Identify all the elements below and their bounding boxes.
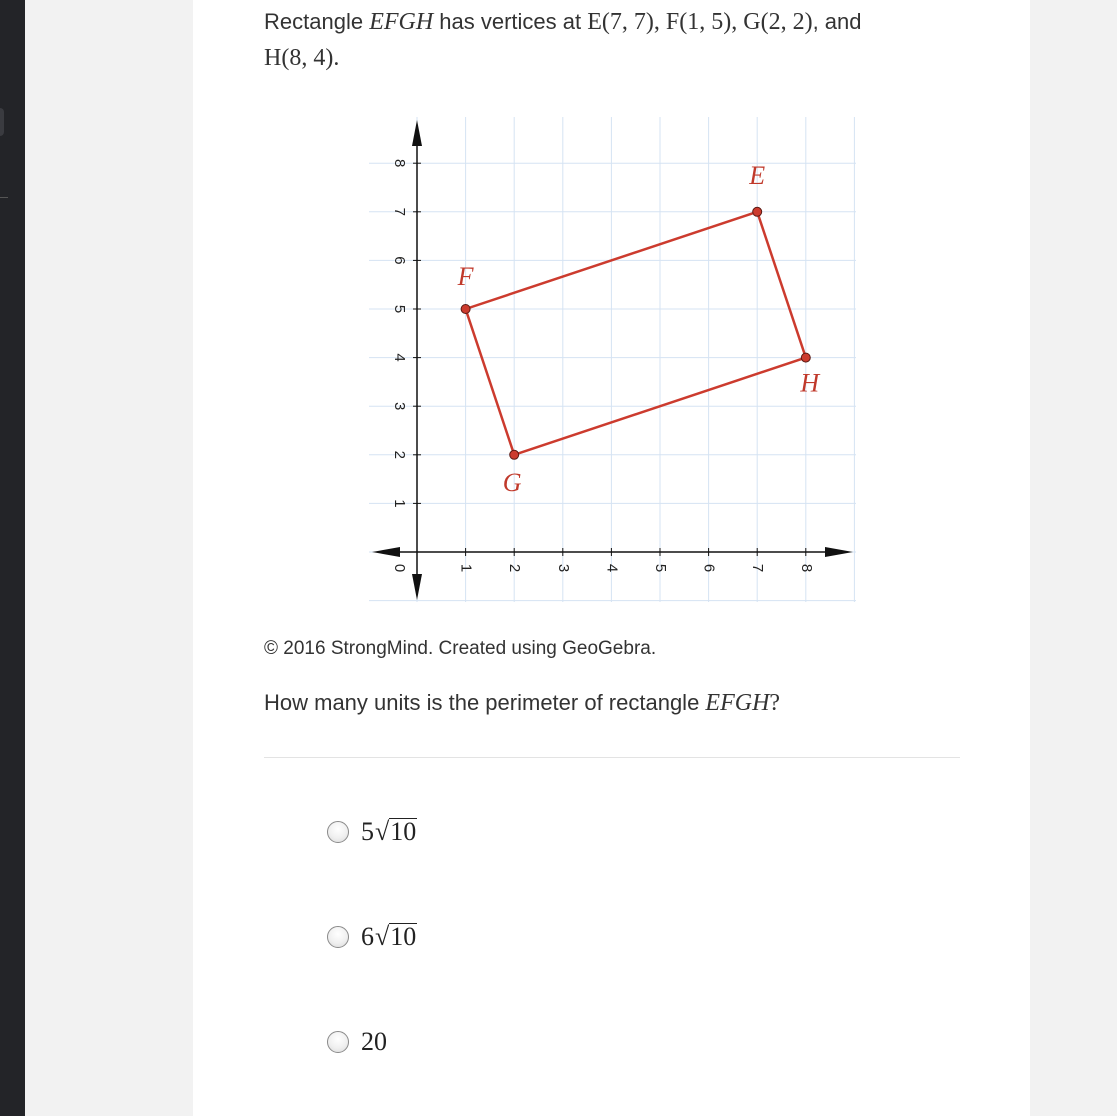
vertex-point-g bbox=[510, 450, 519, 459]
answer-choice-3[interactable] bbox=[327, 1022, 387, 1062]
divider bbox=[264, 757, 960, 758]
x-tick-label: 8 bbox=[797, 563, 815, 573]
y-tick-label: 5 bbox=[391, 304, 409, 314]
vertex-e: E(7, 7) bbox=[587, 9, 654, 35]
choice-label bbox=[361, 922, 417, 952]
answer-choice-1[interactable] bbox=[327, 812, 417, 852]
x-tick-label: 1 bbox=[457, 563, 475, 573]
vertex-f: F(1, 5) bbox=[665, 9, 732, 35]
choice-label bbox=[361, 1027, 387, 1057]
rectangle-name: EFGH bbox=[369, 9, 434, 35]
question-and: , and bbox=[812, 9, 862, 34]
y-axis-up-arrow-icon bbox=[412, 120, 422, 146]
x-tick-label: 0 bbox=[391, 563, 409, 573]
y-tick-label: 8 bbox=[391, 159, 409, 168]
choice-radicand: 10 bbox=[390, 922, 417, 951]
vertex-label-f: F bbox=[457, 262, 474, 291]
radio-button[interactable] bbox=[327, 1031, 349, 1053]
separator: , bbox=[731, 9, 744, 35]
y-tick-label: 6 bbox=[391, 256, 409, 265]
sqrt-icon: √ bbox=[375, 922, 390, 951]
y-tick-label: 7 bbox=[391, 207, 409, 216]
y-tick-label: 2 bbox=[391, 450, 409, 459]
vertex-g: G(2, 2) bbox=[743, 9, 813, 35]
choice-coefficient: 6 bbox=[361, 922, 374, 951]
x-axis-left-arrow-icon bbox=[372, 547, 400, 557]
coordinate-graph bbox=[364, 112, 859, 607]
separator: , bbox=[653, 9, 666, 35]
choice-radicand: 10 bbox=[390, 817, 417, 846]
question-intro: Rectangle bbox=[264, 9, 370, 34]
y-tick-label: 3 bbox=[391, 402, 409, 411]
prompt-question-mark: ? bbox=[769, 690, 781, 716]
left-sidebar bbox=[0, 0, 25, 1116]
sidebar-handle[interactable] bbox=[0, 108, 4, 136]
x-tick-label: 6 bbox=[700, 563, 718, 573]
question-has-vertices: has vertices at bbox=[433, 9, 588, 34]
radio-button[interactable] bbox=[327, 821, 349, 843]
y-tick-label: 1 bbox=[391, 499, 409, 508]
vertex-label-h: H bbox=[800, 368, 820, 398]
copyright-notice: © 2016 StrongMind. Created using GeoGebra. bbox=[264, 638, 657, 659]
x-tick-label: 4 bbox=[603, 563, 621, 573]
question-text bbox=[264, 4, 964, 76]
question-prompt bbox=[264, 690, 780, 717]
vertex-point-e bbox=[753, 207, 762, 216]
y-axis-down-arrow-icon bbox=[412, 574, 422, 600]
sqrt-icon: √ bbox=[375, 817, 390, 846]
radio-button[interactable] bbox=[327, 926, 349, 948]
vertex-h: H(8, 4) bbox=[264, 45, 334, 71]
y-tick-label: 4 bbox=[391, 353, 409, 362]
vertex-label-e: E bbox=[749, 160, 766, 190]
x-tick-label: 2 bbox=[506, 563, 524, 573]
x-tick-label: 3 bbox=[554, 563, 572, 573]
sidebar-divider bbox=[0, 197, 8, 198]
choice-value: 20 bbox=[361, 1027, 387, 1056]
question-period: . bbox=[333, 45, 340, 71]
vertex-label-g: G bbox=[502, 467, 522, 497]
x-tick-label: 7 bbox=[749, 563, 767, 573]
rectangle-efgh bbox=[466, 212, 806, 455]
vertex-point-f bbox=[461, 305, 470, 314]
x-tick-label: 5 bbox=[652, 563, 670, 573]
prompt-rectangle-name: EFGH bbox=[705, 690, 770, 716]
x-axis-right-arrow-icon bbox=[825, 547, 853, 557]
choice-coefficient: 5 bbox=[361, 817, 374, 846]
vertex-point-h bbox=[801, 353, 810, 362]
prompt-text: How many units is the perimeter of rectangle bbox=[264, 690, 706, 715]
answer-choice-2[interactable] bbox=[327, 917, 417, 957]
choice-label bbox=[361, 817, 417, 847]
